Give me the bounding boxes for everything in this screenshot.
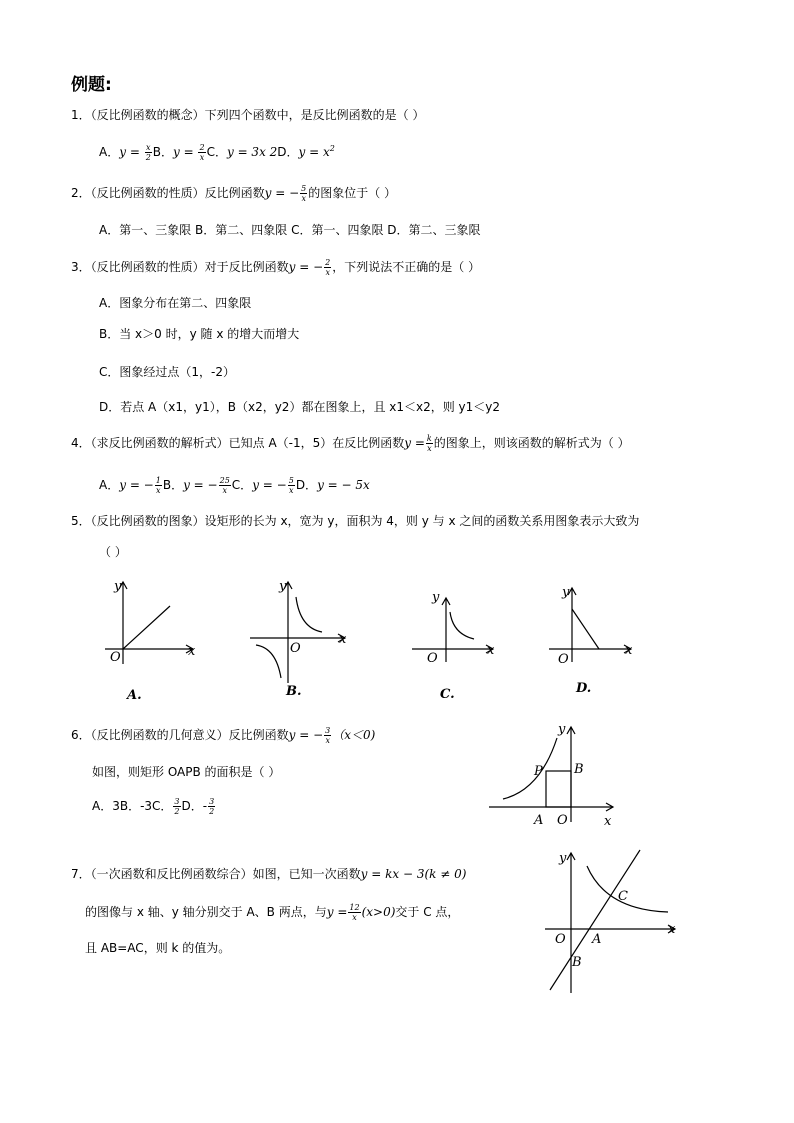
q5a-y-label: y	[114, 579, 122, 594]
q3-option-d: D．若点 A（x1，y1），B（x2，y2）都在图象上，且 x1＜x2，则 y1＜y2	[99, 400, 501, 414]
q7-label-b: B	[572, 955, 582, 970]
q7-stem: 7．（一次函数和反比例函数综合）如图，已知一次函数y = kx − 3(k ≠ 0)	[71, 867, 467, 881]
q6-label-b: B	[574, 762, 584, 777]
q6-label-a: A	[534, 813, 544, 828]
q7-label-o: O	[555, 932, 566, 947]
q6-label-o: O	[557, 813, 568, 828]
q4-options: A．y = − $\frac{1}{x}$ B．y = − $\frac{25}{x}$ C．y = − $\frac{5}{x}$ D．y = − 5x	[99, 476, 370, 495]
q6-stem: 6．（反比例函数的几何意义）反比例函数y = − $\frac{3}{x}$ （x＜0)	[71, 726, 376, 745]
q3-stem: 3．（反比例函数的性质）对于反比例函数y = − $\frac{2}{x}$ ，下列说法不正确的是（ ）	[71, 258, 481, 277]
q5a-x-label: x	[188, 644, 196, 659]
q5a-origin: O	[110, 650, 121, 665]
q5a-option-label: A.	[127, 688, 142, 703]
q7-x-label: x	[668, 922, 676, 937]
q5c-x-label: x	[487, 643, 495, 658]
q1-stem: 1．（反比例函数的概念）下列四个函数中，是反比例函数的是（ ）	[71, 108, 425, 122]
q5d-option-label: D.	[576, 681, 592, 696]
q7-label-a: A	[592, 932, 602, 947]
page-heading: 例题:	[71, 75, 112, 95]
q5b-x-label: x	[339, 632, 347, 647]
q4-stem: 4．（求反比例函数的解析式）已知点 A（-1，5）在反比例函数y = $\frac{k}{x}$ 的图象上，则该函数的解析式为（ ）	[71, 434, 630, 453]
q5b-y-label: y	[279, 579, 287, 594]
q6-y-label: y	[558, 722, 566, 737]
q6-options: A．3B．-3C． $\frac{3}{2}$ D．- $\frac{3}{2}$	[92, 797, 215, 816]
q7-line	[550, 850, 640, 990]
q5c-option-label: C.	[440, 687, 455, 702]
q2-stem: 2．（反比例函数的性质）反比例函数y = − $\frac{5}{x}$ 的图象位于（ ）	[71, 184, 397, 203]
q3-option-c: C．图象经过点（1，-2）	[99, 365, 235, 379]
q5d-origin: O	[558, 652, 569, 667]
q7-line2: 的图像与 x 轴、y 轴分别交于 A、B 两点，与y = $\frac{12}{x}$ (x>0)交于 C 点，	[85, 903, 460, 922]
q3-option-b: B．当 x＞0 时，y 随 x 的增大而增大	[99, 327, 300, 341]
q5d-y-label: y	[562, 585, 570, 600]
q5-stem: 5．（反比例函数的图象）设矩形的长为 x，宽为 y，面积为 4，则 y 与 x 之间的函数关系用图象表示大致为	[71, 514, 640, 528]
q3-option-a: A．图象分布在第二、四象限	[99, 296, 252, 310]
q5-paren: （ ）	[99, 545, 127, 559]
q5b-origin: O	[290, 641, 301, 656]
q5c-y-label: y	[432, 590, 440, 605]
q1-options: A．y = $\frac{x}{2}$ B．y = $\frac{2}{x}$ C．y = 3x 2D．$y = x^2$	[99, 143, 335, 162]
q7-label-c: C	[618, 889, 628, 904]
q6-x-label: x	[604, 814, 612, 829]
q6-label-p: P	[534, 764, 543, 779]
q5c-origin: O	[427, 651, 438, 666]
q7-line3: 且 AB=AC，则 k 的值为。	[85, 941, 231, 955]
q6-line2: 如图，则矩形 OAPB 的面积是（ ）	[92, 765, 281, 779]
q2-options: A．第一、三象限 B．第二、四象限 C．第一、四象限 D．第二、三象限	[99, 223, 481, 237]
q7-y-label: y	[559, 851, 567, 866]
q5d-x-label: x	[625, 643, 633, 658]
q5b-option-label: B.	[286, 684, 302, 699]
